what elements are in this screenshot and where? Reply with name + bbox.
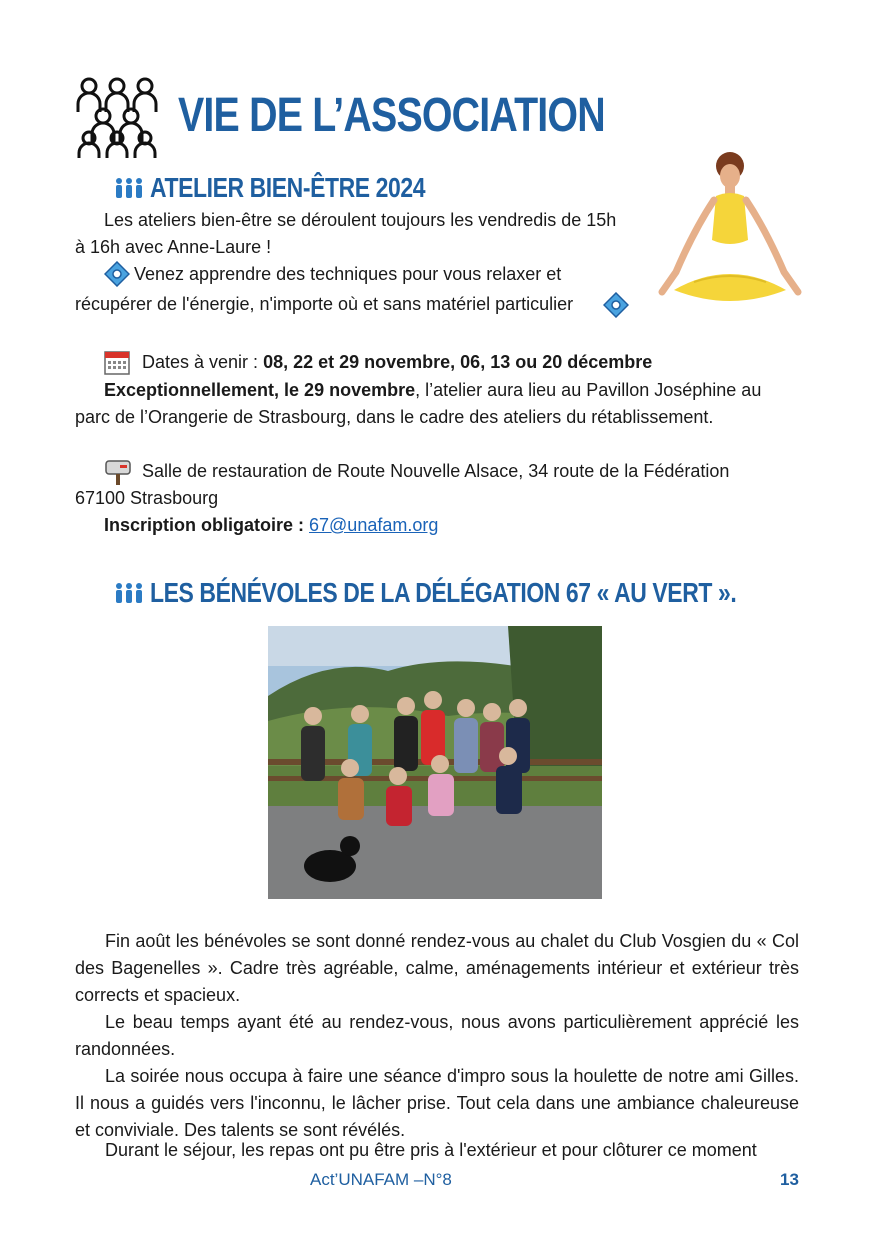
exception-line-2: parc de l’Orangerie de Strasbourg, dans le cadre des ateliers du rétablissement. [75,407,714,427]
benevoles-paragraph-1: Fin août les bénévoles se sont donné rendez-vous au chalet du Club Vosgien du « Col des Bagenelles ». Cadre très agréable, calme, aménagements intérieur et extérieur très corrects et spacieux. [75,931,799,1005]
exception-rest-1: , l’atelier aura lieu au Pavillon Joséphine au [415,380,762,400]
mailbox-icon [104,458,132,486]
people-icon [114,582,144,604]
group-of-people-icon [74,74,160,160]
inscription-label: Inscription obligatoire : [104,515,310,535]
benevoles-paragraph-2: Le beau temps ayant été au rendez-vous, nous avons particulièrement apprécié les randonnées. [75,1012,799,1059]
benevoles-paragraph-3: La soirée nous occupa à faire une séance d'impro sous la houlette de notre ami Gilles. Il nous a guidés vers l'inconnu, le lâcher prise. Tout cela dans une ambiance chaleureuse et conviviale. Des talents se sont révélés. [75,1066,799,1140]
page-number: 13 [780,1170,799,1189]
exception-bold: Exceptionnellement, le 29 novembre [104,380,416,400]
address-line-1: Salle de restauration de Route Nouvelle Alsace, 34 route de la Fédération [142,461,730,481]
section-heading-text: ATELIER BIEN-ÊTRE 2024 [150,172,426,203]
inscription-line [104,512,438,539]
dates-value: 08, 22 et 29 novembre, 06, 13 ou 20 décembre [263,352,653,372]
atelier-line-3: Venez apprendre des techniques pour vous relaxer et [134,264,562,284]
calendar-icon [104,349,130,375]
group-photo [268,626,602,899]
address-line-2: 67100 Strasbourg [75,488,219,508]
benevoles-paragraph-4: Durant le séjour, les repas ont pu être pris à l'extérieur et pour clôturer ce moment [105,1140,757,1160]
atelier-line-4: récupérer de l'énergie, n'importe où et sans matériel particulier [75,294,574,314]
dates-label: Dates à venir : [142,352,264,372]
footer-publication: Act’UNAFAM –N°8 [310,1170,452,1189]
inscription-email-link[interactable]: 67@unafam.org [309,515,439,535]
diamond-icon [104,261,130,287]
atelier-line-1: Les ateliers bien-être se déroulent toujours les vendredis de 15h [104,210,617,230]
yoga-woman-illustration [654,150,806,312]
atelier-line-2: à 16h avec Anne-Laure ! [75,237,272,257]
people-icon [114,177,144,199]
page-title: VIE DE L’ASSOCIATION [178,89,605,142]
section-heading-text: LES BÉNÉVOLES DE LA DÉLÉGATION 67 « AU VERT ». [150,577,737,608]
diamond-icon [603,292,629,318]
exception-line-1 [104,377,761,404]
